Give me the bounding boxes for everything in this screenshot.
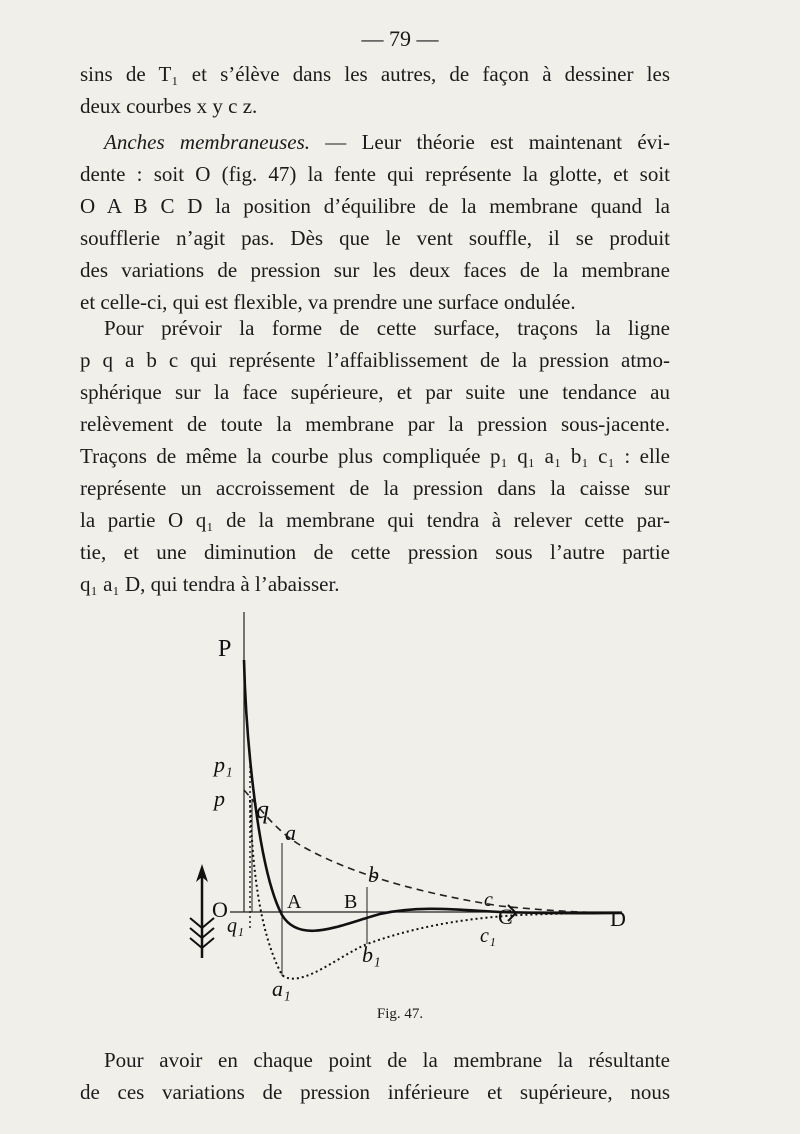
label-b: b <box>368 862 379 887</box>
text-line: deux courbes x y c z. <box>80 94 258 118</box>
text-line: sphérique sur la face supérieure, et par suite une tendance au <box>80 380 670 404</box>
text-line: soufflerie n’agit pas. Dès que le vent souffle, il se produit <box>80 226 670 250</box>
label-P: P <box>218 636 232 662</box>
text-line: Pour avoir en chaque point de la membrane la résultante <box>104 1048 670 1072</box>
label-B: B <box>344 891 358 913</box>
label-c: c <box>484 889 493 911</box>
text-line: la partie O q₁ de la membrane qui tendra à relever cette par- <box>80 508 670 532</box>
text-line: p q a b c qui représente l’affaiblissement de la pression atmo- <box>80 348 670 372</box>
text-line: tie, et une diminution de cette pression sous l’autre partie <box>80 540 670 564</box>
text-line: représente un accroissement de la pression dans la caisse sur <box>80 476 670 500</box>
text-line: Traçons de même la courbe plus compliquée p₁ q₁ a₁ b₁ c₁ : elle <box>80 444 670 468</box>
label-q1: q₁ <box>227 915 244 937</box>
label-b1: b₁ <box>362 942 381 967</box>
figure-caption: Fig. 47. <box>376 1006 424 1022</box>
text-line: q₁ a₁ D, qui tendra à l’abaisser. <box>80 572 340 596</box>
text-line: et celle-ci, qui est flexible, va prendre une surface ondulée. <box>80 290 576 314</box>
label-c1: c₁ <box>480 925 496 947</box>
label-a1: a₁ <box>272 976 291 1001</box>
label-D: D <box>610 906 626 931</box>
text-line: — Leur théorie est maintenant évi- <box>325 130 670 154</box>
label-A: A <box>287 891 302 913</box>
label-O: O <box>212 897 228 922</box>
label-C: C <box>498 904 513 929</box>
section-heading: Anches membraneuses. <box>104 130 310 154</box>
page-number: — 79 — <box>361 26 439 51</box>
text-line: relèvement de toute la membrane par la pression sous-jacente. <box>80 412 670 436</box>
label-p1: p₁ <box>214 752 233 777</box>
pressure-curve-lower <box>250 800 622 979</box>
label-a: a <box>285 820 296 845</box>
label-p: p <box>214 786 225 811</box>
text-line: Pour prévoir la forme de cette surface, traçons la ligne <box>104 316 670 340</box>
text-line: des variations de pression sur les deux faces de la membrane <box>80 258 670 282</box>
text-line: dente : soit O (fig. 47) la fente qui représente la glotte, et soit <box>80 162 670 186</box>
text-line: O A B C D la position d’équilibre de la membrane quand la <box>80 194 670 218</box>
text-line: de ces variations de pression inférieure et supérieure, nous <box>80 1080 670 1104</box>
text-line: sins de T₁ et s’élève dans les autres, de façon à dessiner les <box>80 62 670 86</box>
paragraph-4 <box>80 1044 670 1108</box>
label-q: q <box>256 795 269 824</box>
